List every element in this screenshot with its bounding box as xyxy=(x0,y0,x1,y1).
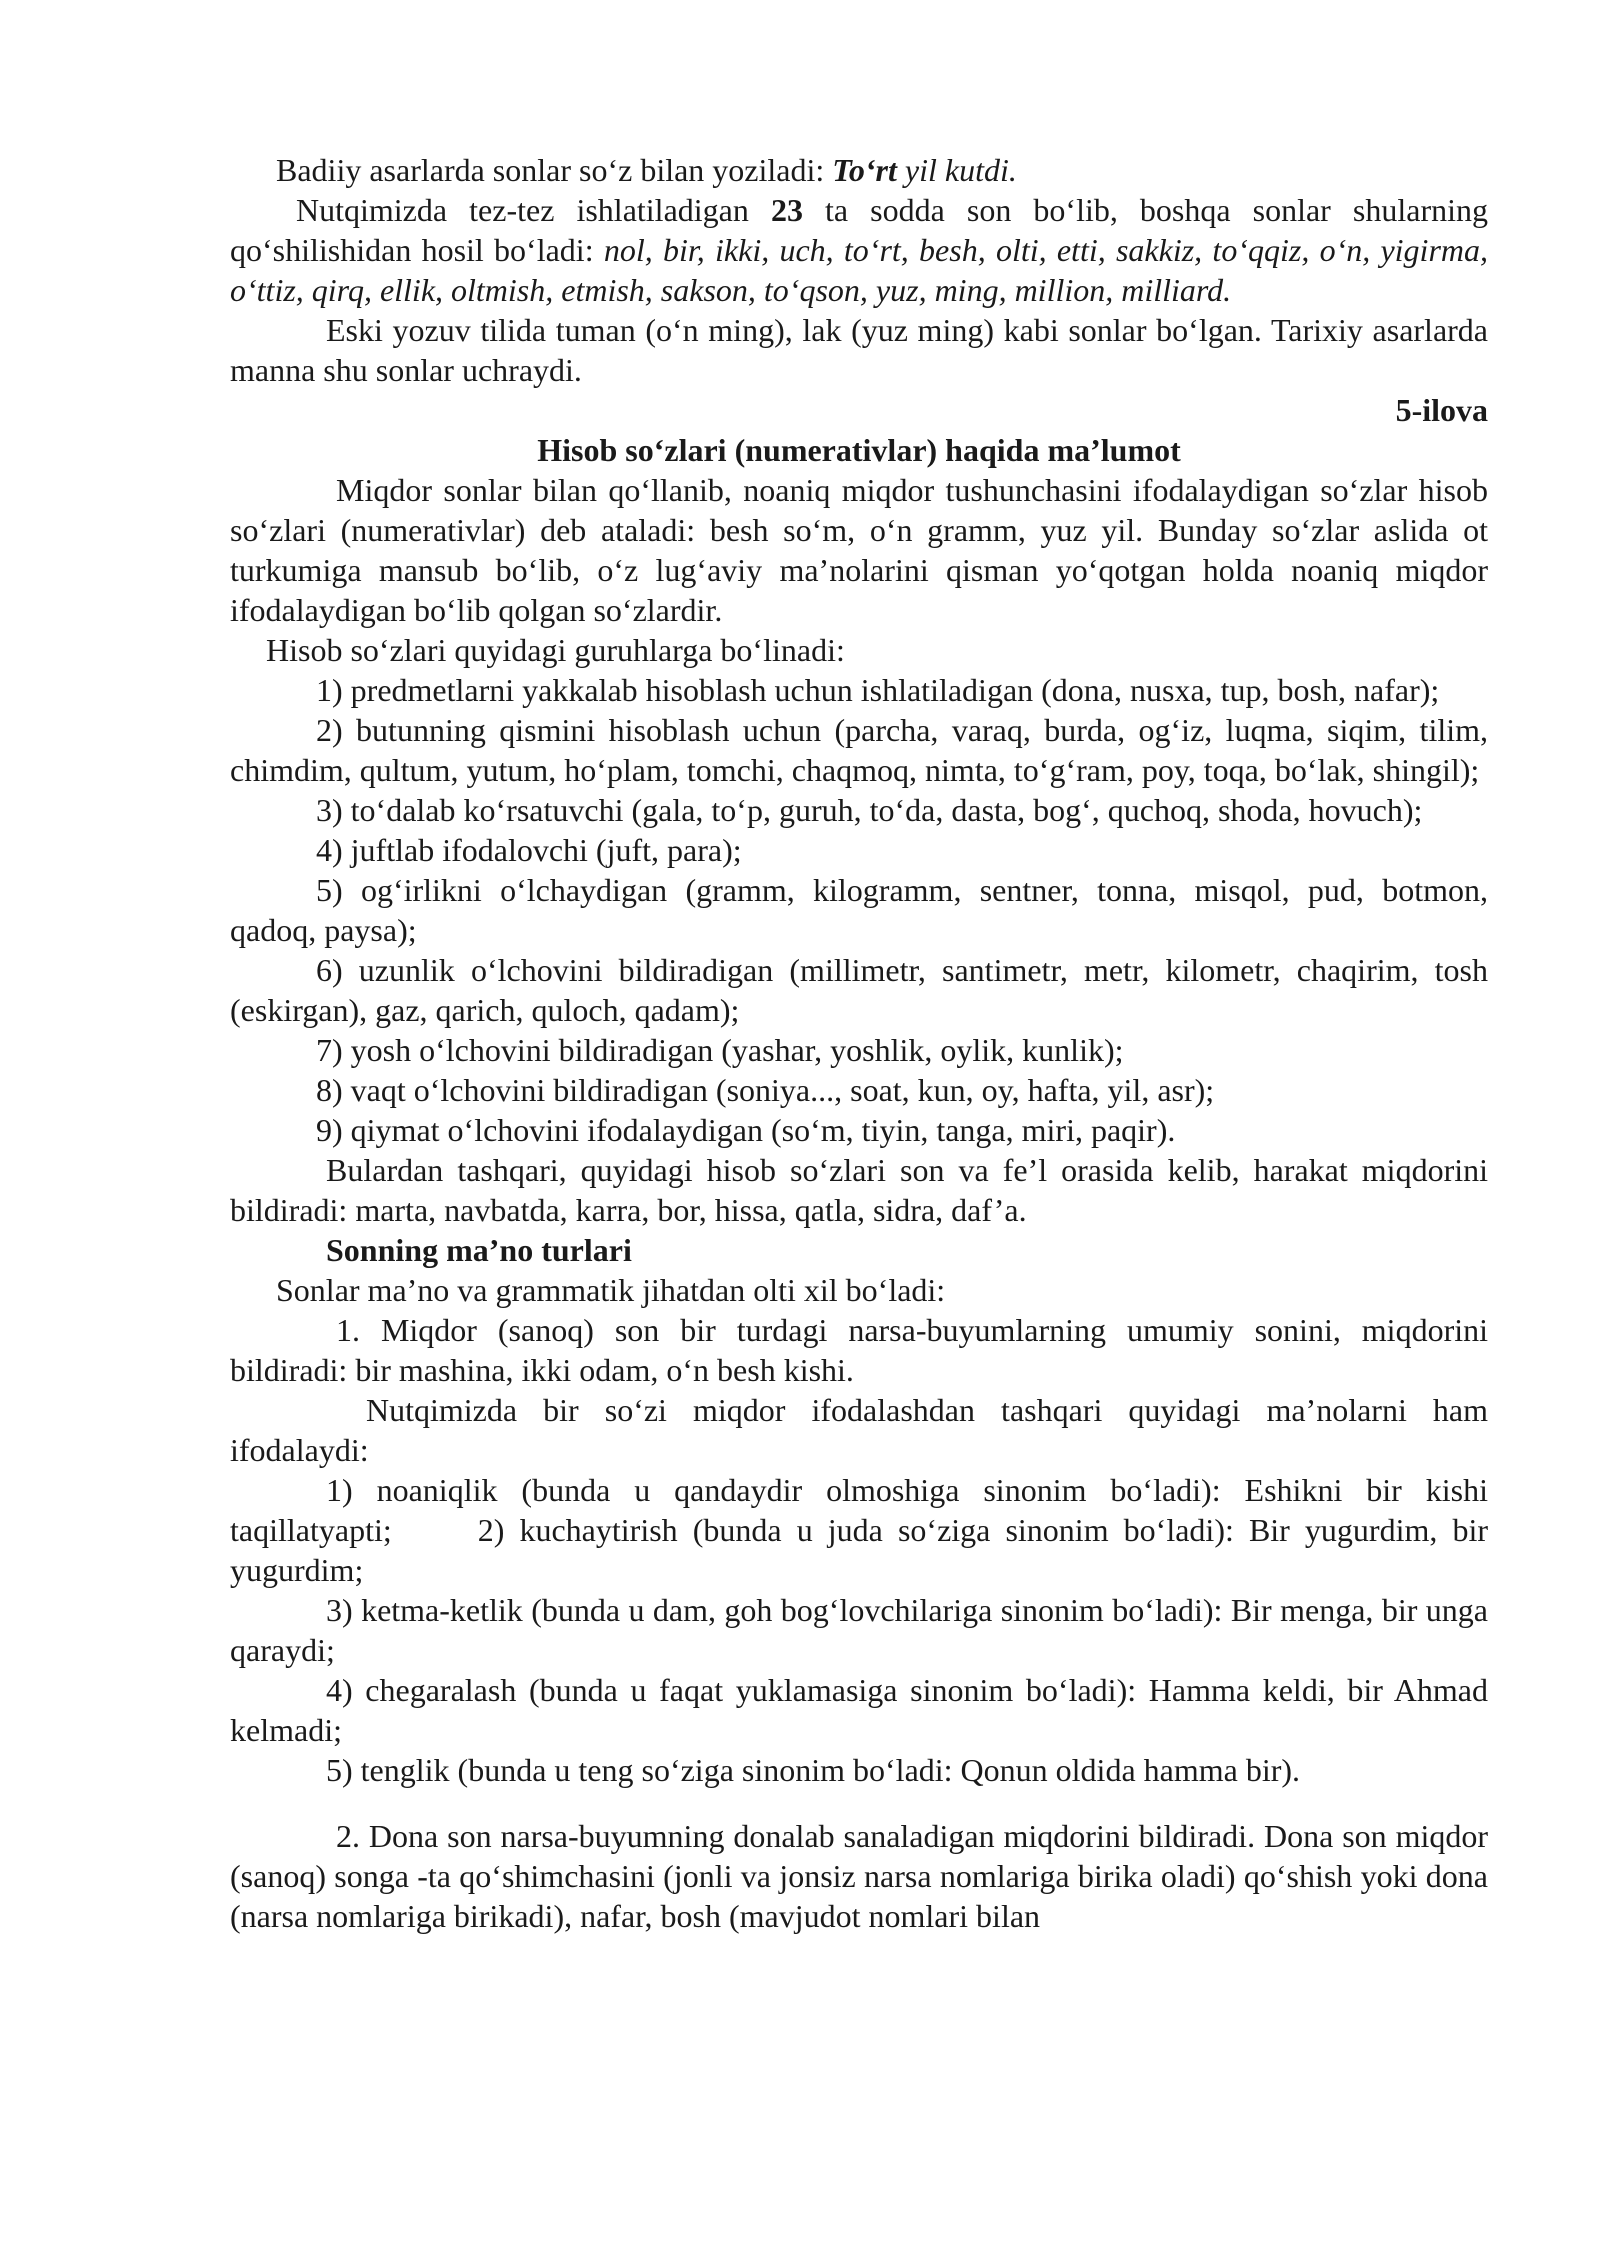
meaning-2: 2) kuchaytirish (bunda u juda so‘ziga sinonim bo‘ladi): Bir yugurdim, bir yugurdim; xyxy=(230,1512,1488,1588)
paragraph-groups-intro: Hisob so‘zlari quyidagi guruhlarga bo‘linadi: xyxy=(266,632,845,668)
list-item-meaning-5: 5) tenglik (bunda u teng so‘ziga sinonim bo‘ladi: Qonun oldida hamma bir). xyxy=(326,1752,1301,1788)
list-item-meaning-4: 4) chegaralash (bunda u faqat yuklamasiga sinonim bo‘ladi): Hamma keldi, bir Ahmad kelmadi; xyxy=(230,1672,1488,1748)
number-list: nol, bir, ikki, uch, to‘rt, besh, olti, etti, sakkiz, to‘qqiz, o‘n, yigirma, o‘ttiz, qirq, ellik, oltmish, etmish, sakson, to‘qson, yuz, ming, million, milliard. xyxy=(230,232,1489,308)
number-count: 23 xyxy=(770,192,803,228)
paragraph-gap xyxy=(230,1790,1488,1816)
list-item-meaning-1-2 xyxy=(230,1470,1488,1590)
list-item-group-7: 7) yosh o‘lchovini bildiradigan (yashar, yoshlik, oylik, kunlik); xyxy=(316,1032,1124,1068)
document-page xyxy=(230,150,1488,1936)
paragraph-text: Badiiy asarlarda sonlar so‘z bilan yoziladi: xyxy=(276,152,833,188)
paragraph-bir-meanings: Nutqimizda bir so‘zi miqdor ifodalashdan tashqari quyidagi ma’nolarni ham ifodalaydi: xyxy=(230,1392,1488,1468)
list-item-group-1: 1) predmetlarni yakkalab hisoblash uchun ishlatiladigan (dona, nusxa, tup, bosh, nafar); xyxy=(316,672,1440,708)
list-item-group-2: 2) butunning qismini hisoblash uchun (parcha, varaq, burda, og‘iz, luqma, siqim, tilim, chimdim, qultum, yutum, ho‘plam, tomchi, chaqmoq, nimta, to‘g‘ram, poy, toqa, bo‘lak, shingil); xyxy=(230,712,1488,788)
paragraph-six-types: Sonlar ma’no va grammatik jihatdan olti xil bo‘ladi: xyxy=(276,1272,946,1308)
paragraph-distributive: 2. Dona son narsa-buyumning donalab sanaladigan miqdorini bildiradi. Dona son miqdor (sanoq) songa -ta qo‘shimchasini (jonli va jonsiz narsa nomlariga birika oladi) qo‘shish yoki dona (narsa nomlariga birikadi), nafar, bosh (mavjudot nomlari bilan xyxy=(230,1818,1488,1934)
meaning-1: 1) noaniqlik (bunda u qandaydir olmoshiga sinonim bo‘ladi): Eshikni bir kishi taqillatyapti; xyxy=(230,1472,1488,1548)
paragraph-numeratives: Miqdor sonlar bilan qo‘llanib, noaniq miqdor tushunchasini ifodalaydigan so‘zlar hisob so‘zlari (numerativlar) deb ataladi: besh so‘m, o‘n gramm, yuz yil. Bunday so‘zlar aslida ot turkumiga mansub bo‘lib, o‘z lug‘aviy ma’nolarini qisman yo‘qotgan holda noaniq miqdor ifodalaydigan bo‘lib qolgan so‘zlardir. xyxy=(230,472,1488,628)
example-italic: yil kutdi. xyxy=(896,152,1017,188)
paragraph-text: ta sodda son bo‘lib, boshqa sonlar shularning qo‘shilishidan hosil bo‘ladi: xyxy=(230,192,1489,268)
list-item-group-9: 9) qiymat o‘lchovini ifodalaydigan (so‘m, tiyin, tanga, miri, paqir). xyxy=(316,1112,1176,1148)
list-item-group-4: 4) juftlab ifodalovchi (juft, para); xyxy=(316,832,742,868)
paragraph-cardinal: 1. Miqdor (sanoq) son bir turdagi narsa-buyumlarning umumiy sonini, miqdorini bildiradi: bir mashina, ikki odam, o‘n besh kishi. xyxy=(230,1312,1488,1388)
list-item-group-3: 3) to‘dalab ko‘rsatuvchi (gala, to‘p, guruh, to‘da, dasta, bog‘, quchoq, shoda, hovuch); xyxy=(316,792,1423,828)
paragraph-intro xyxy=(230,150,1488,190)
paragraph-action-counters: Bulardan tashqari, quyidagi hisob so‘zlari son va fe’l orasida kelib, harakat miqdorini bildiradi: marta, navbatda, karra, bor, hissa, qatla, sidra, daf’a. xyxy=(230,1152,1488,1228)
list-item-group-8: 8) vaqt o‘lchovini bildiradigan (soniya..., soat, kun, oy, hafta, yil, asr); xyxy=(316,1072,1215,1108)
section-title: Hisob so‘zlari (numerativlar) haqida ma’lumot xyxy=(537,432,1181,468)
list-item-meaning-3: 3) ketma-ketlik (bunda u dam, goh bog‘lovchilariga sinonim bo‘ladi): Bir menga, bir unga qaraydi; xyxy=(230,1592,1488,1668)
list-item-group-6: 6) uzunlik o‘lchovini bildiradigan (millimetr, santimetr, metr, kilometr, chaqirim, tosh (eskirgan), gaz, qarich, quloch, qadam); xyxy=(230,952,1488,1028)
list-item-group-5: 5) og‘irlikni o‘lchaydigan (gramm, kilogramm, sentner, tonna, misqol, pud, botmon, qadoq, paysa); xyxy=(230,872,1488,948)
example-bold: To‘rt xyxy=(832,152,897,188)
appendix-label: 5-ilova xyxy=(1395,392,1488,428)
subheading: Sonning ma’no turlari xyxy=(326,1232,632,1268)
paragraph-simple-numbers xyxy=(230,190,1488,310)
paragraph-text: Nutqimizda tez-tez ishlatiladigan xyxy=(296,192,771,228)
paragraph-old-script: Eski yozuv tilida tuman (o‘n ming), lak (yuz ming) kabi sonlar bo‘lgan. Tarixiy asarlarda manna shu sonlar uchraydi. xyxy=(230,312,1488,388)
